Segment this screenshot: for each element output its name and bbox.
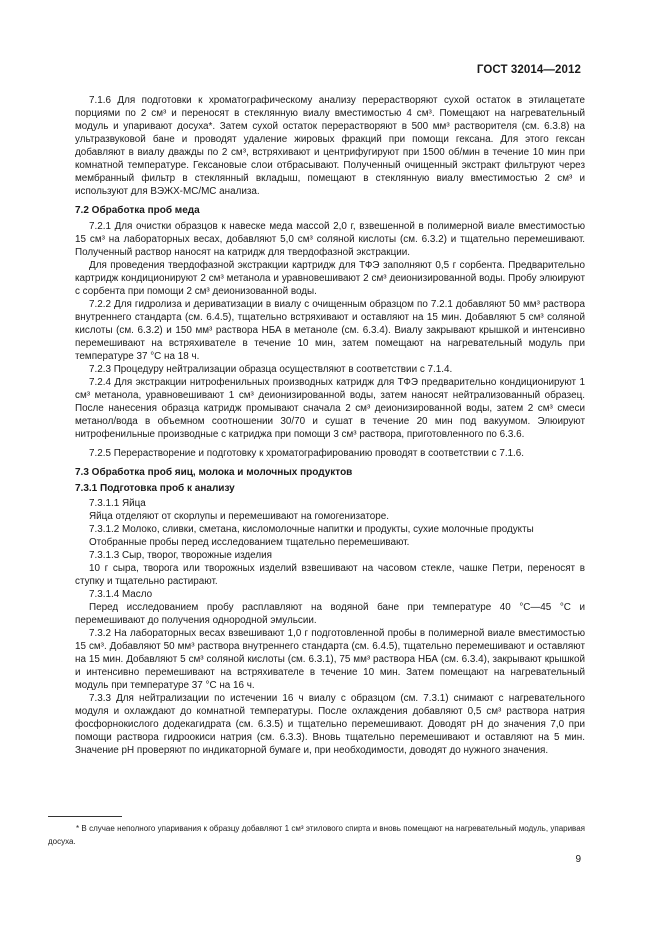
paragraph: 7.3.2 На лабораторных весах взвешивают 1,0 г подготовленной пробы в полимерной виале вместимостью 15 см³. Добавляют 50 мм³ раствора внутреннего стандарта (см. 6.4.5), тщательно перемешивают и оставляют на 15 мин. Добавляют 5 см³ соляной кислоты (см. 6.3.1), 75 мм³ раствора НБА (см. 6.3.4), закрывают крышкой и интенсивно перемешивают на встряхивателе в течение 10 мин. Затем помещают на нагревательный модуль при температуре 37 °С на 16 ч. — [75, 628, 585, 691]
footnote-rule — [48, 816, 122, 817]
standard-header: ГОСТ 32014—2012 — [476, 64, 581, 76]
paragraph: 7.3.1.1 Яйца — [89, 498, 146, 509]
paragraph: Для проведения твердофазной экстракции картридж для ТФЭ заполняют 0,5 г сорбента. Предварительно картридж кондиционируют 2 см³ метанола и уравновешивают 2 см³ деионизированной воды. Пробу элюируют с сорбента при помощи 2 см³ деионизованной воды. — [75, 260, 585, 297]
paragraph: 7.2.5 Перерастворение и подготовку к хроматографированию проводят в соответствии с 7.1.6. — [89, 448, 525, 459]
body-text — [75, 94, 585, 757]
paragraph: 7.3.1.4 Масло — [89, 589, 153, 600]
paragraph: 7.2.2 Для гидролиза и дериватизации в виалу с очищенным образцом по 7.2.1 добавляют 50 мм³ раствора внутреннего стандарта (см. 6.4.5), тщательно встряхивают и оставляют на 15 мин. Добавляют 5 см³ соляной кислоты (см. 6.3.2) и 150 мм³ раствора НБА в метаноле (см. 6.3.4). Виалу закрывают крышкой и интенсивно перемешивают на встряхивателе в течение 10 мин, затем помещают на нагревательный модуль при температуре 37 °С на 18 ч. — [75, 299, 585, 362]
section-heading: 7.2 Обработка проб меда — [75, 205, 200, 216]
footnote: * В случае неполного упаривания к образцу добавляют 1 см³ этилового спирта и вновь помещают на нагревательный модуль, упаривая досуха. — [48, 824, 585, 846]
paragraph: 7.2.3 Процедуру нейтрализации образца осуществляют в соответствии с 7.1.4. — [89, 364, 453, 375]
paragraph: Отобранные пробы перед исследованием тщательно перемешивают. — [89, 537, 410, 548]
paragraph: 7.3.1.2 Молоко, сливки, сметана, кисломолочные напитки и продукты, сухие молочные продукты — [89, 524, 534, 535]
paragraph: 10 г сыра, творога или творожных изделий взвешивают на часовом стекле, чашке Петри, переносят в ступку и тщательно растирают. — [75, 563, 585, 587]
paragraph: 7.3.1.3 Сыр, творог, творожные изделия — [89, 550, 272, 561]
paragraph: Перед исследованием пробу расплавляют на водяной бане при температуре 40 °С—45 °С и перемешивают до получения однородной эмульсии. — [75, 602, 585, 626]
page-number: 9 — [575, 854, 581, 865]
paragraph: 7.3.3 Для нейтрализации по истечении 16 ч виалу с образцом (см. 7.3.1) снимают с нагревательного модуля и охлаждают до комнатной температуры. После охлаждения добавляют 0,5 см³ раствора натрия фосфорнокислого додекагидрата (см. 6.3.5) и тщательно перемешивают. Доводят рН до значения 7,0 при помощи раствора гидроокиси натрия (см. 6.3.3). Вновь тщательно перемешивают и оставляют на 5 мин. Значение рН проверяют по индикаторной бумаге и, при необходимости, доводят до нужного значения. — [75, 693, 585, 756]
paragraph: 7.2.1 Для очистки образцов к навеске меда массой 2,0 г, взвешенной в полимерной виале вместимостью 15 см³ на лабораторных весах, добавляют 5,0 см³ соляной кислоты (см. 6.3.2) и тщательно перемешивают. Полученный раствор наносят на катридж для твердофазной экстракции. — [75, 221, 585, 258]
paragraph: 7.1.6 Для подготовки к хроматографическому анализу перерастворяют сухой остаток в этилацетате порциями по 2 см³ и переносят в стеклянную виалу вместимостью 4 см³. Помещают на нагревательный модуль и упаривают досуха*. Затем сухой остаток перерастворяют в 500 мм³ растворителя (см. 6.3.8) на ультразвуковой бане и проводят удаление жировых фракций при помощи гексана. Для этого гексан добавляют в виалу дважды по 2 см³, встряхивают и центрифугируют при 1500 об/мин в течение 10 мин при комнатной температуре. Гексановые слои отбрасывают. Полученный очищенный экстракт фильтруют через мембранный фильтр в стеклянный вкладыш, помещают в стеклянную виалу вместимостью 2 см³ и используют для ВЭЖХ-МС/МС анализа. — [75, 95, 585, 197]
paragraph: 7.2.4 Для экстракции нитрофенильных производных катридж для ТФЭ предварительно кондиционируют 1 см³ метанола, уравновешивают 1 см³ деионизированной воды, затем наносят нейтрализованный образец. После нанесения образца катридж промывают сначала 2 см³ деионизированной воды, затем 2 см³ смеси метанол/вода в объемном соотношении 30/70 и сушат в течение 20 мин под вакуумом. Элюируют нитрофенильные производные с катриджа при помощи 3 см³ раствора, приготовленного по 6.3.6. — [75, 377, 585, 440]
section-heading: 7.3 Обработка проб яиц, молока и молочных продуктов — [75, 467, 353, 478]
section-heading: 7.3.1 Подготовка проб к анализу — [75, 483, 235, 494]
paragraph: Яйца отделяют от скорлупы и перемешивают на гомогенизаторе. — [89, 511, 389, 522]
